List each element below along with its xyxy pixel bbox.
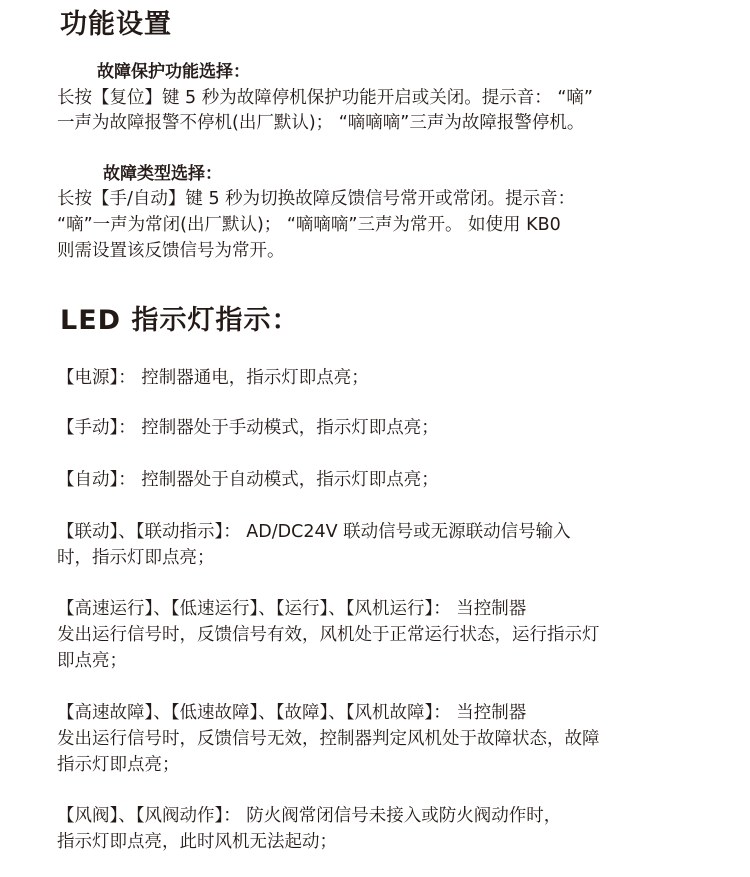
led-item-power: 【电源】： 控制器通电，指示灯即点亮； xyxy=(57,368,369,388)
led-item-auto: 【自动】： 控制器处于自动模式，指示灯即点亮； xyxy=(57,470,439,490)
led-item-running: 即点亮； xyxy=(57,651,127,671)
text-line: 则需设置该反馈信号为常开。 xyxy=(57,241,285,261)
text-line: 长按【复位】键 5 秒为故障停机保护功能开启或关闭。提示音： “嘀” xyxy=(57,88,593,108)
led-item-linkage: 时，指示灯即点亮； xyxy=(57,548,215,568)
text-line: “嘀”一声为常闭(出厂默认)； “嘀嘀嘀”三声为常开。 如使用 KB0 xyxy=(57,215,561,235)
led-item-running: 【高速运行】、【低速运行】、【运行】、【风机运行】： 当控制器 xyxy=(57,599,527,619)
led-item-linkage: 【联动】、【联动指示】： AD/DC24V 联动信号或无源联动信号输入 xyxy=(57,522,571,542)
led-item-damper: 指示灯即点亮，此时风机无法起动； xyxy=(57,832,337,852)
led-item-fault: 指示灯即点亮； xyxy=(57,755,180,775)
subheading-fault-type: 故障类型选择： xyxy=(103,164,222,184)
text-line: 长按【手/自动】键 5 秒为切换故障反馈信号常开或常闭。提示音： xyxy=(57,189,576,209)
subheading-fault-protection: 故障保护功能选择： xyxy=(97,62,250,82)
led-item-fault: 发出运行信号时，反馈信号无效，控制器判定风机处于故障状态，故障 xyxy=(57,729,600,749)
led-item-manual: 【手动】： 控制器处于手动模式，指示灯即点亮； xyxy=(57,418,439,438)
section-title-function-settings: 功能设置 xyxy=(60,9,172,40)
text-line: 一声为故障报警不停机(出厂默认)； “嘀嘀嘀”三声为故障报警停机。 xyxy=(57,113,585,133)
led-item-fault: 【高速故障】、【低速故障】、【故障】、【风机故障】： 当控制器 xyxy=(57,703,527,723)
led-item-damper: 【风阀】、【风阀动作】： 防火阀常闭信号未接入或防火阀动作时， xyxy=(57,806,562,826)
section-title-led-indicators: LED 指示灯指示： xyxy=(60,305,300,336)
led-item-running: 发出运行信号时，反馈信号有效，风机处于正常运行状态，运行指示灯 xyxy=(57,625,600,645)
